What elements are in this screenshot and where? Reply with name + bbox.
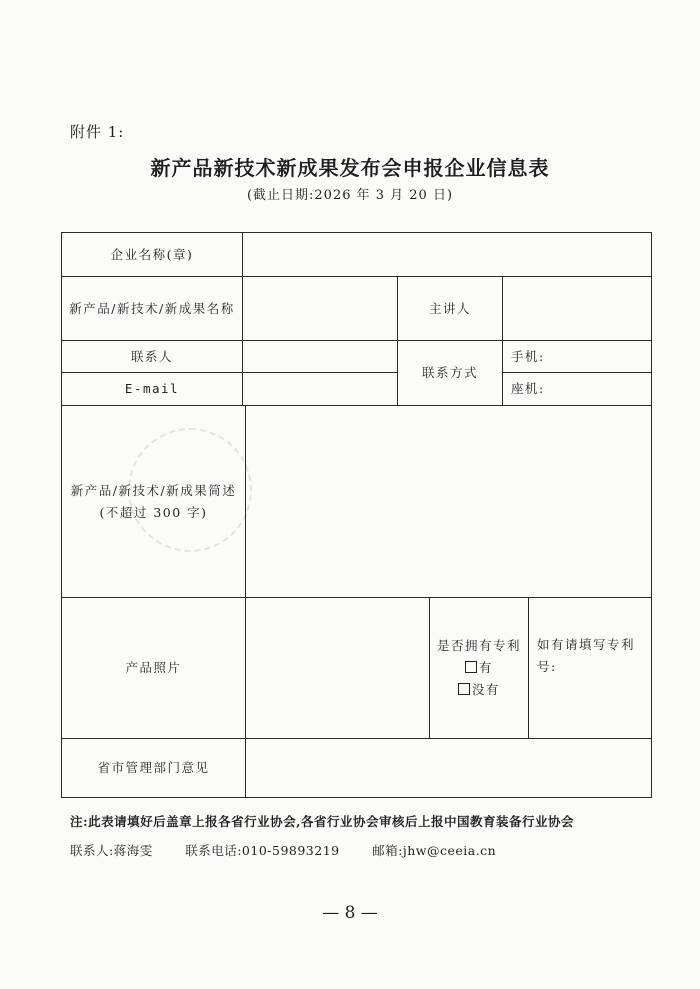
checkbox-icon[interactable] [458, 683, 470, 695]
patent-no-option[interactable]: 没有 [458, 679, 500, 701]
patent-question-cell [430, 598, 528, 738]
product-photo-field[interactable] [246, 598, 429, 738]
product-name-field[interactable] [243, 277, 397, 340]
contact-info-line [70, 841, 524, 859]
speaker-field[interactable] [503, 277, 651, 340]
email-field[interactable] [243, 373, 397, 405]
deadline-text: (截止日期:2026 年 3 月 20 日) [246, 188, 454, 203]
attachment-label: 附件 1: [70, 123, 125, 141]
contact-email: 邮箱:jhw@ceeia.cn [372, 843, 497, 858]
contact-person-field[interactable] [243, 341, 397, 372]
patent-number-field[interactable]: 如有请填写专利号: [537, 637, 636, 674]
email-label: E-mail [124, 381, 180, 396]
speaker-label: 主讲人 [428, 300, 471, 316]
product-photo-label: 产品照片 [125, 660, 182, 675]
patent-yes-option[interactable]: 有 [465, 657, 493, 679]
description-field[interactable] [246, 406, 651, 597]
company-name-label: 企业名称(章) [110, 246, 194, 262]
landline-field[interactable]: 座机: [511, 381, 545, 396]
page-number: — 8 — [322, 903, 378, 923]
contact-phone: 联系电话:010-59893219 [185, 843, 340, 858]
checkbox-icon[interactable] [465, 661, 477, 673]
description-label-line1: 新产品/新技术/新成果简述 [70, 482, 237, 498]
contact-person-label: 联系人 [130, 348, 173, 364]
opinion-field[interactable] [246, 739, 651, 797]
description-label-line2: (不超过 300 字) [99, 504, 208, 520]
contact-method-label: 联系方式 [421, 365, 478, 380]
enterprise-info-form [61, 232, 652, 798]
opinion-label: 省市管理部门意见 [97, 760, 210, 775]
patent-question-label: 是否拥有专利 [436, 638, 521, 653]
company-name-field[interactable] [243, 233, 651, 276]
page-title: 新产品新技术新成果发布会申报企业信息表 [150, 156, 550, 180]
product-name-label: 新产品/新技术/新成果名称 [69, 300, 235, 316]
mobile-field[interactable]: 手机: [511, 348, 545, 364]
footnote: 注:此表请填好后盖章上报各省行业协会,各省行业协会审核后上报中国教育装备行业协会 [70, 814, 574, 829]
description-label [62, 406, 245, 597]
contact-person: 联系人:蒋海雯 [70, 843, 153, 858]
